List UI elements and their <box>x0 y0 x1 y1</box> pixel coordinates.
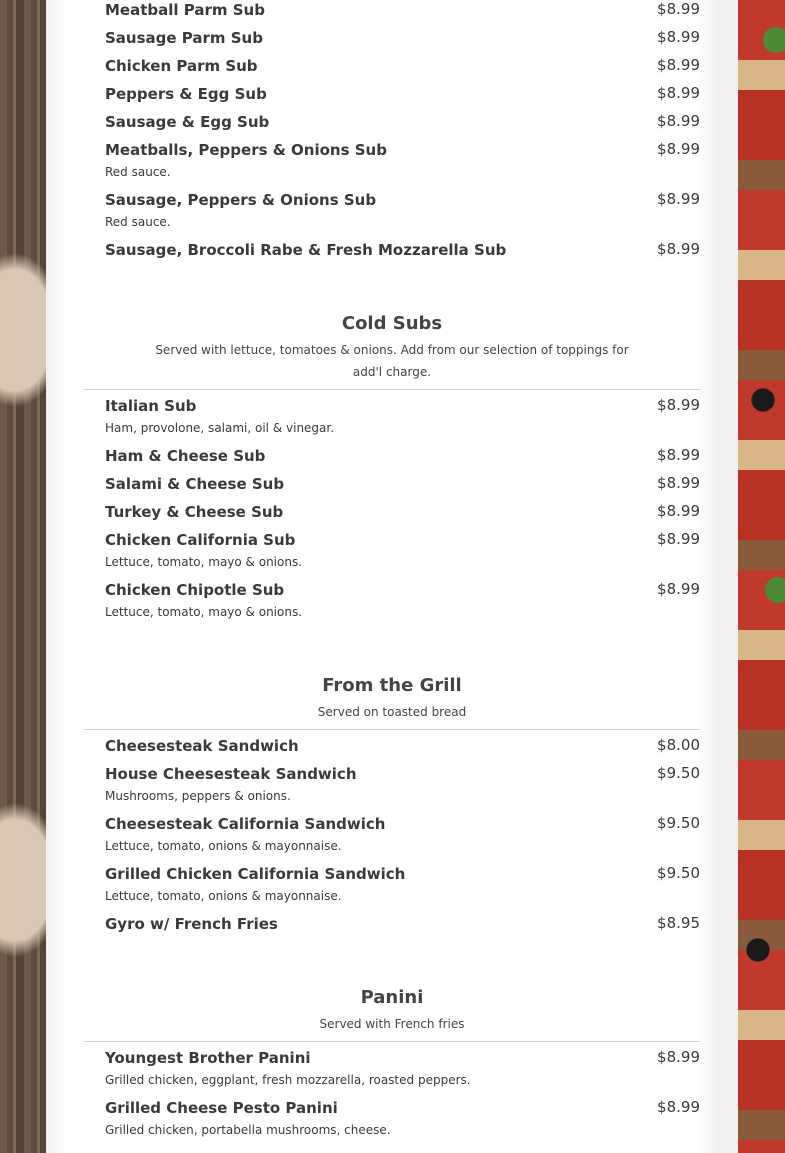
item-price: $8.99 <box>657 1098 700 1116</box>
item-name: Cheesesteak California Sandwich <box>105 815 386 833</box>
item-name: Cheesesteak Sandwich <box>105 737 299 755</box>
menu-item[interactable] <box>105 240 700 259</box>
item-price: $8.99 <box>657 112 700 130</box>
section-divider <box>84 389 700 390</box>
item-name: Italian Sub <box>105 397 197 415</box>
item-description: Ham, provolone, salami, oil & vinegar. <box>105 421 335 435</box>
menu-item[interactable] <box>105 474 700 493</box>
item-name: Peppers & Egg Sub <box>105 85 267 103</box>
item-name: Salami & Cheese Sub <box>105 475 285 493</box>
section-title: Cold Subs <box>341 313 443 334</box>
menu-item[interactable] <box>105 736 700 755</box>
item-name: Ham & Cheese Sub <box>105 447 266 465</box>
item-name: Sausage Parm Sub <box>105 29 263 47</box>
item-description: Red sauce. <box>105 165 171 179</box>
item-price: $8.99 <box>657 84 700 102</box>
item-name: Sausage & Egg Sub <box>105 113 270 131</box>
item-name: House Cheesesteak Sandwich <box>105 765 357 783</box>
item-name: Chicken Chipotle Sub <box>105 581 285 599</box>
item-description: Lettuce, tomato, onions & mayonnaise. <box>105 889 342 903</box>
item-price: $9.50 <box>657 764 700 782</box>
section-subtitle: Served with lettuce, tomatoes & onions. Add from our selection of toppings for add'l charge. <box>155 343 629 379</box>
menu-item[interactable] <box>105 580 700 619</box>
menu-item[interactable] <box>105 0 700 19</box>
menu-item[interactable] <box>105 112 700 131</box>
menu-item[interactable] <box>105 914 700 933</box>
item-description: Red sauce. <box>105 215 171 229</box>
item-name: Grilled Chicken California Sandwich <box>105 865 406 883</box>
item-price: $8.95 <box>657 914 700 932</box>
item-price: $8.99 <box>657 502 700 520</box>
menu-item[interactable] <box>105 84 700 103</box>
item-name: Gyro w/ French Fries <box>105 915 278 933</box>
item-price: $8.99 <box>657 56 700 74</box>
item-name: Meatballs, Peppers & Onions Sub <box>105 141 387 159</box>
item-description: Grilled chicken, eggplant, fresh mozzarella, roasted peppers. <box>105 1073 471 1087</box>
item-price: $9.50 <box>657 814 700 832</box>
item-name: Chicken California Sub <box>105 531 296 549</box>
item-price: $8.99 <box>657 580 700 598</box>
item-name: Grilled Cheese Pesto Panini <box>105 1099 338 1117</box>
item-price: $8.99 <box>657 530 700 548</box>
menu-item[interactable] <box>105 28 700 47</box>
item-price: $8.99 <box>657 396 700 414</box>
item-description: Lettuce, tomato, mayo & onions. <box>105 555 303 569</box>
menu-item[interactable] <box>105 1098 700 1137</box>
item-price: $9.50 <box>657 864 700 882</box>
menu-item[interactable] <box>105 502 700 521</box>
section-divider <box>84 729 700 730</box>
item-price: $8.99 <box>657 28 700 46</box>
item-price: $8.99 <box>657 140 700 158</box>
item-price: $8.99 <box>657 190 700 208</box>
item-name: Sausage, Peppers & Onions Sub <box>105 191 377 209</box>
item-description: Mushrooms, peppers & onions. <box>105 789 291 803</box>
menu-item[interactable] <box>105 140 700 179</box>
item-price: $8.99 <box>657 474 700 492</box>
section-title: Panini <box>360 987 424 1008</box>
item-name: Sausage, Broccoli Rabe & Fresh Mozzarella Sub <box>105 241 507 259</box>
item-name: Youngest Brother Panini <box>105 1049 311 1067</box>
item-price: $8.00 <box>657 736 700 754</box>
section-subtitle: Served on toasted bread <box>317 705 467 719</box>
item-description: Grilled chicken, portabella mushrooms, cheese. <box>105 1123 391 1137</box>
menu-item[interactable] <box>105 396 700 435</box>
menu-item[interactable] <box>105 56 700 75</box>
menu-item[interactable] <box>105 764 700 803</box>
item-description: Lettuce, tomato, mayo & onions. <box>105 605 303 619</box>
menu-item[interactable] <box>105 864 700 903</box>
section-divider <box>84 1041 700 1042</box>
menu-item[interactable] <box>105 814 700 853</box>
menu-item[interactable] <box>105 446 700 465</box>
menu-item[interactable] <box>105 1048 700 1087</box>
item-name: Turkey & Cheese Sub <box>105 503 284 521</box>
menu-item[interactable] <box>105 530 700 569</box>
item-name: Chicken Parm Sub <box>105 57 258 75</box>
item-price: $8.99 <box>657 240 700 258</box>
item-name: Meatball Parm Sub <box>105 1 265 19</box>
menu-item[interactable] <box>105 190 700 229</box>
item-price: $8.99 <box>657 446 700 464</box>
section-title: From the Grill <box>322 675 462 696</box>
item-price: $8.99 <box>657 1048 700 1066</box>
item-description: Lettuce, tomato, onions & mayonnaise. <box>105 839 342 853</box>
section-subtitle: Served with French fries <box>319 1017 465 1031</box>
item-price: $8.99 <box>657 0 700 18</box>
